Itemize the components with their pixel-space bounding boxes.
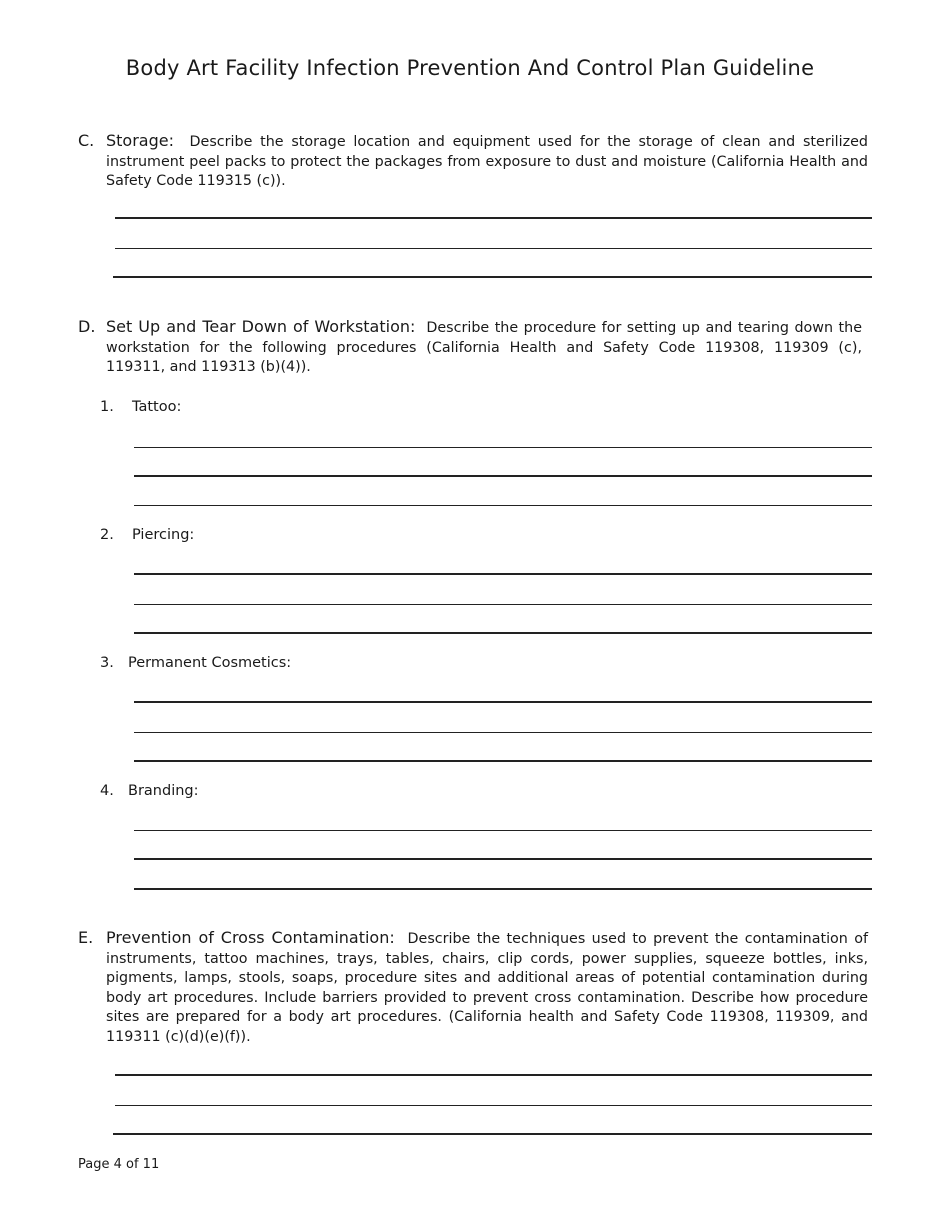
- section-e-answer-line-3[interactable]: [113, 1133, 872, 1135]
- branding-answer-line-3[interactable]: [134, 888, 872, 890]
- section-c-answer-line-2[interactable]: [115, 248, 872, 249]
- section-d-letter: D.: [78, 317, 96, 336]
- section-d-text: Describe the procedure for setting up and tearing down the workstation for the following procedures (California Health and Safety Code 119308, 119309 (c), 119311, and 119313 (b)(4)).: [106, 320, 863, 376]
- piercing-answer-line-1[interactable]: [134, 573, 872, 575]
- cosmetics-answer-line-2[interactable]: [134, 732, 872, 733]
- section-c-text: Describe the storage location and equipment used for the storage of clean and sterilized instrument peel packs to protect the packages from exposure to dust and moisture (California Health and Safety Code 119315 (c)).: [106, 134, 868, 190]
- item-1-label: Tattoo:: [132, 399, 182, 415]
- section-c-letter: C.: [78, 131, 95, 150]
- item-3-label: Permanent Cosmetics:: [128, 655, 292, 671]
- tattoo-answer-line-1[interactable]: [134, 447, 872, 448]
- cosmetics-answer-line-1[interactable]: [134, 701, 872, 703]
- branding-answer-line-1[interactable]: [134, 830, 872, 831]
- item-4-number: 4.: [100, 783, 114, 799]
- section-e-text: Describe the techniques used to prevent the contamination of instruments, tattoo machines, trays, tables, chairs, clip cords, power supplies, squeeze bottles, inks, pigments, lamps, stools, soaps, procedure sites and additional areas of potential contamination during body art procedures. Include barriers provided to prevent cross contamination. Describe how procedure sites are prepared for a body art procedures. (California health and Safety Code 119308, 119309, and 119311 (c)(d)(e)(f)).: [106, 931, 869, 1045]
- section-e-heading: Prevention of Cross Contamination:: [106, 928, 395, 947]
- section-d-body: [106, 317, 862, 378]
- item-4-label: Branding:: [128, 783, 199, 799]
- section-e-answer-line-1[interactable]: [115, 1074, 872, 1076]
- tattoo-answer-line-3[interactable]: [134, 505, 872, 506]
- piercing-answer-line-2[interactable]: [134, 604, 872, 605]
- section-e-answer-line-2[interactable]: [115, 1105, 872, 1106]
- section-c-body: [106, 131, 868, 192]
- section-e-body: [106, 928, 868, 1048]
- branding-answer-line-2[interactable]: [134, 858, 872, 860]
- section-c-heading: Storage:: [106, 131, 174, 150]
- item-2-number: 2.: [100, 527, 114, 543]
- tattoo-answer-line-2[interactable]: [134, 475, 872, 477]
- page-number: Page 4 of 11: [78, 1157, 160, 1172]
- section-e-letter: E.: [78, 928, 94, 947]
- piercing-answer-line-3[interactable]: [134, 632, 872, 634]
- item-3-number: 3.: [100, 655, 114, 671]
- section-c-answer-line-3[interactable]: [113, 276, 872, 278]
- cosmetics-answer-line-3[interactable]: [134, 760, 872, 762]
- page-title: Body Art Facility Infection Prevention And Control Plan Guideline: [125, 56, 815, 80]
- item-1-number: 1.: [100, 399, 114, 415]
- section-c-answer-line-1[interactable]: [115, 217, 872, 219]
- item-2-label: Piercing:: [132, 527, 195, 543]
- section-d-heading: Set Up and Tear Down of Workstation:: [106, 317, 416, 336]
